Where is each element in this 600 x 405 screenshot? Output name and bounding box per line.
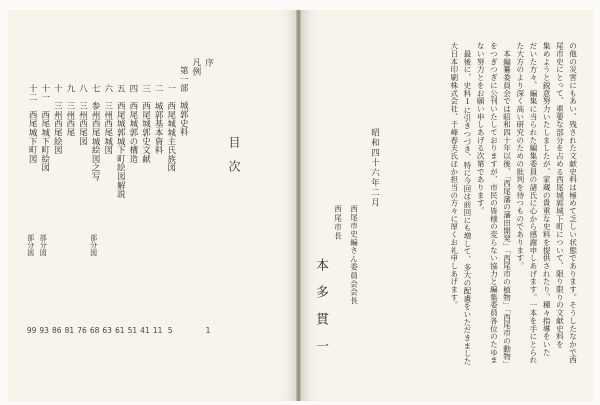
toc-entry-page: 11 xyxy=(152,326,163,335)
preface-line: 大日本印刷株式会社、千峰春夫氏ほか担当の方々に厚くお礼申しあげます。 xyxy=(449,42,459,309)
toc-entry-label: 四 西尾城郭の構造 xyxy=(127,84,138,164)
preface-line: をつぎつぎに公刊いたしておりますが、市民の皆様の変らない協力と編集委員各位のたゆま xyxy=(489,42,499,364)
toc-entry-label: 五 西尾城郭城下町絵図解説 xyxy=(115,84,126,199)
signature-title: 西尾市長 xyxy=(333,205,343,241)
toc-entry-page: 68 xyxy=(89,326,100,335)
toc-entry-page: 51 xyxy=(127,326,138,335)
toc-entry-label: 二 城郭基本資料 xyxy=(153,84,164,155)
toc-entry-label: 九 三州西尾 xyxy=(64,84,75,137)
book-gutter xyxy=(296,10,301,401)
toc-entry-label: 一 西尾城城主氏族図 xyxy=(165,84,176,172)
toc-entry-label: 十一 西尾城下町絵図 xyxy=(39,84,50,172)
toc-entry-page: 1 xyxy=(205,326,211,335)
toc-entry-label: 凡例 xyxy=(190,58,201,76)
toc-entry-label: 序 xyxy=(203,58,214,67)
toc-entry-page: 5 xyxy=(167,326,173,335)
toc-entry-page: 63 xyxy=(102,326,112,335)
toc-entry-page: 41 xyxy=(140,326,150,335)
toc-entry-label: 三 西尾城郭史文献 xyxy=(140,84,151,164)
preface-line: だいた方々、編集に当られた編集委員の諸氏に心から感謝申しあげます。一本を手にとられ xyxy=(528,42,538,364)
toc-entry-label: 十 三州西尾絵図 xyxy=(52,84,63,155)
toc-entry-page: 99 xyxy=(26,326,37,335)
toc-entry-page: 61 xyxy=(115,326,125,335)
toc-title: 目次 xyxy=(227,136,241,184)
toc-entry-page: 81 xyxy=(64,326,75,335)
toc-entry-label: 八 三州西尾図 xyxy=(77,84,88,146)
preface-line: 最後に、史料Ⅰに引きつづき、特に今回は前回にも増して、多大の配慮をいただきました xyxy=(462,42,472,366)
toc-subnote: 部分図 xyxy=(39,234,48,256)
toc-entry-label: 七 参州西尾城絵図之写 xyxy=(90,84,101,181)
toc-entry-label: 六 三州西尾城図 xyxy=(102,84,113,155)
preface-line: ない努力とをお願い申しあげる次第であります。 xyxy=(476,42,486,215)
preface-line: 集めようと鋭意努力いたしましたが、家蔵の貴重な史料を提供されたり、種々指導をいた xyxy=(542,42,552,356)
toc-entry-page: 93 xyxy=(39,326,49,335)
toc-subnote: 部分図 xyxy=(26,234,35,256)
signature-name: 本多貫一 xyxy=(313,258,328,366)
toc-entry-label: 第一部 城郭史料 xyxy=(178,66,189,137)
preface-date: 昭和四十六年二月 xyxy=(369,128,380,208)
preface-line: た大方のより深く高い研究のための批判を待つものであります。 xyxy=(515,42,525,270)
preface-line: 本編纂委員会では昭和四十年以後、「西尾藩の藩田開発」「西尾市の植物」「西尾市の動物」 xyxy=(502,42,512,369)
left-page xyxy=(8,10,299,401)
toc-entry-label: 十二 西尾城下町図 xyxy=(27,84,38,164)
toc-entry-page: 86 xyxy=(52,326,62,335)
toc-entry-page: 76 xyxy=(77,326,87,335)
preface-line: 尾市史にとって、重要な部分を占める西尾城郭城下町について、限り限りの文献史料を xyxy=(555,42,565,349)
toc-subnote: 部分図 xyxy=(89,234,98,256)
signature-organization: 西尾市史編さん委員会会長 xyxy=(349,205,359,305)
preface-line: の他の災害にもあい、残された文献史料は極めて乏しい状態であります。そうしたなかで西 xyxy=(568,42,578,364)
